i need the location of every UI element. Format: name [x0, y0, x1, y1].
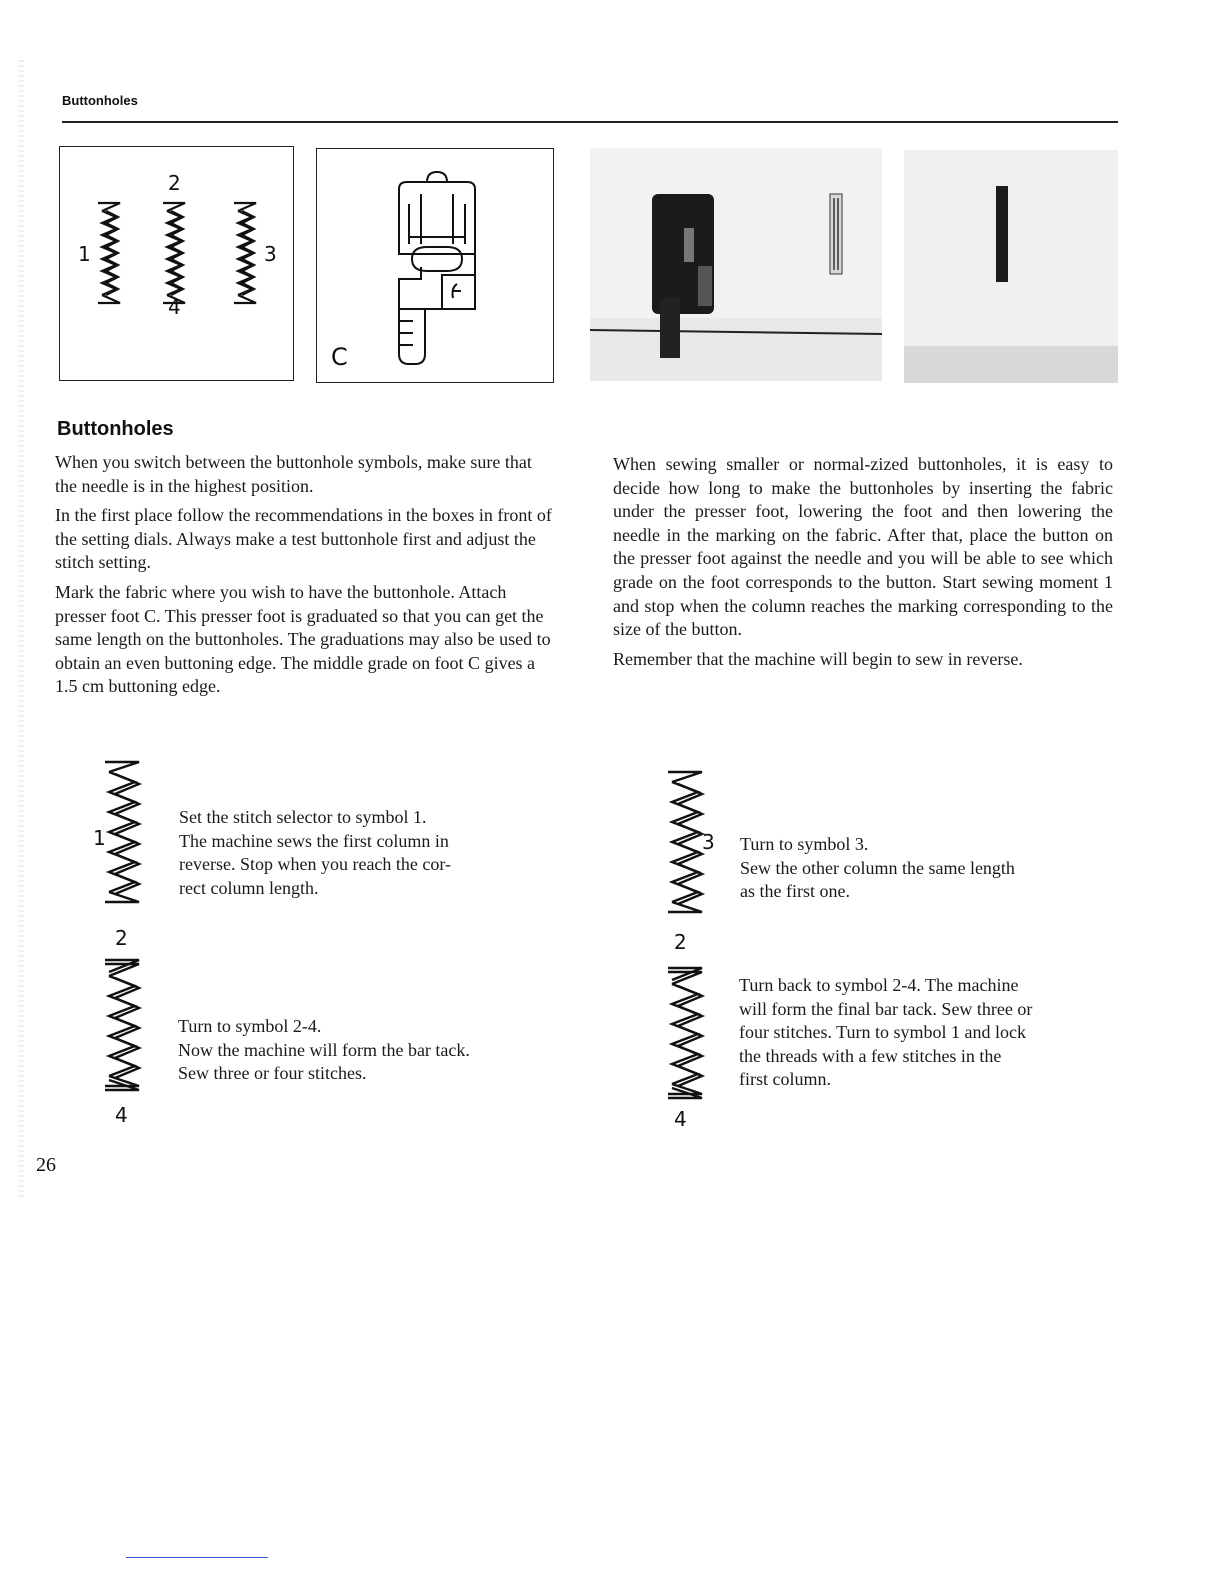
symbol-label-3: 3 — [264, 242, 277, 266]
step3-symbol-label: 3 — [702, 830, 715, 854]
paragraph-mark-fabric: Mark the fabric where you wish to have the buttonhole. Attach presser foot C. This presser foot is graduated so that you can get the same length on the buttonholes. The graduations may also be used to obtain an even buttoning edge. The middle grade on foot C gives a 1.5 cm buttoning edge. — [55, 581, 551, 697]
step-1-line: The machine sews the first column in — [179, 830, 449, 851]
step1-lower-label: 2 — [115, 926, 128, 950]
step-4-line: the threads with a few stitches in the — [739, 1045, 1002, 1066]
symbol-label-1: 1 — [78, 242, 91, 266]
step-1-line: rect column length. — [179, 877, 319, 898]
step1-symbol-label: 1 — [93, 826, 106, 850]
step-symbols-right-icon — [658, 770, 718, 1150]
section-title: Buttonholes — [57, 418, 174, 440]
buttonhole-symbols-figure — [59, 146, 294, 381]
scan-edge — [18, 60, 24, 1200]
step2-symbol-label: 4 — [115, 1103, 128, 1127]
step-1-line: reverse. Stop when you reach the cor- — [179, 854, 452, 875]
step-4-line: four stitches. Turn to symbol 1 and lock — [739, 1022, 1026, 1043]
step-4-line: first column. — [739, 1069, 831, 1090]
paragraph-sizing: When sewing smaller or normal-zized buttonholes, it is easy to decide how long to make the buttonholes by inserting the fabric under the presser foot, lowering the foot and then lowering the needle in the marking on the fabric. After that, place the button on the presser foot against the needle and you will be able to see which grade on the foot corresponds to the button. Start sewing moment 1 and stop when the column reaches the marking corresponding to the size of the button. — [613, 454, 1113, 640]
header-rule — [62, 121, 1118, 123]
step-2-text — [178, 1015, 538, 1086]
right-text-column — [613, 453, 1113, 677]
sewing-photo-image — [590, 148, 882, 381]
running-head: Buttonholes — [62, 93, 138, 108]
step-symbols-left-icon — [95, 760, 155, 1140]
step-3-line: as the first one. — [740, 881, 850, 902]
foot-label-c: C — [331, 343, 348, 371]
paragraph-recommendations: In the first place follow the recommendations in the boxes in front of the setting dials. Always make a test buttonhole first and adjust the stitch setting. — [55, 505, 552, 573]
step-4-line: Turn back to symbol 2-4. The machine — [739, 975, 1019, 995]
presser-foot-figure — [316, 148, 554, 383]
step-2-line: Now the machine will form the bar tack. — [178, 1039, 470, 1060]
footer-divider — [126, 1557, 268, 1558]
step3-lower-label: 2 — [674, 930, 687, 954]
paragraph-reverse: Remember that the machine will begin to sew in reverse. — [613, 648, 1023, 669]
step4-symbol-label: 4 — [674, 1107, 687, 1131]
step-2-line: Turn to symbol 2-4. — [178, 1016, 322, 1036]
presser-foot-icon — [317, 149, 553, 382]
step-3-line: Sew the other column the same length — [740, 857, 1015, 878]
step-1-line: Set the stitch selector to symbol 1. — [179, 807, 427, 827]
page-number: 26 — [36, 1154, 56, 1176]
step-3-text — [740, 833, 1100, 904]
left-text-column — [55, 451, 552, 705]
step-4-text — [739, 974, 1099, 1092]
paragraph-needle-position: When you switch between the buttonhole symbols, make sure that the needle is in the highest position. — [55, 452, 532, 496]
sewing-photo-foot — [590, 148, 882, 381]
step-3-line: Turn to symbol 3. — [740, 834, 869, 854]
symbol-label-4: 4 — [168, 295, 181, 319]
step-1-text — [179, 806, 539, 900]
symbol-label-2: 2 — [168, 171, 181, 195]
finished-buttonhole-photo — [904, 150, 1118, 383]
step-2-line: Sew three or four stitches. — [178, 1063, 367, 1084]
finished-buttonhole-image — [904, 150, 1118, 383]
step-4-line: will form the final bar tack. Sew three or — [739, 998, 1033, 1019]
